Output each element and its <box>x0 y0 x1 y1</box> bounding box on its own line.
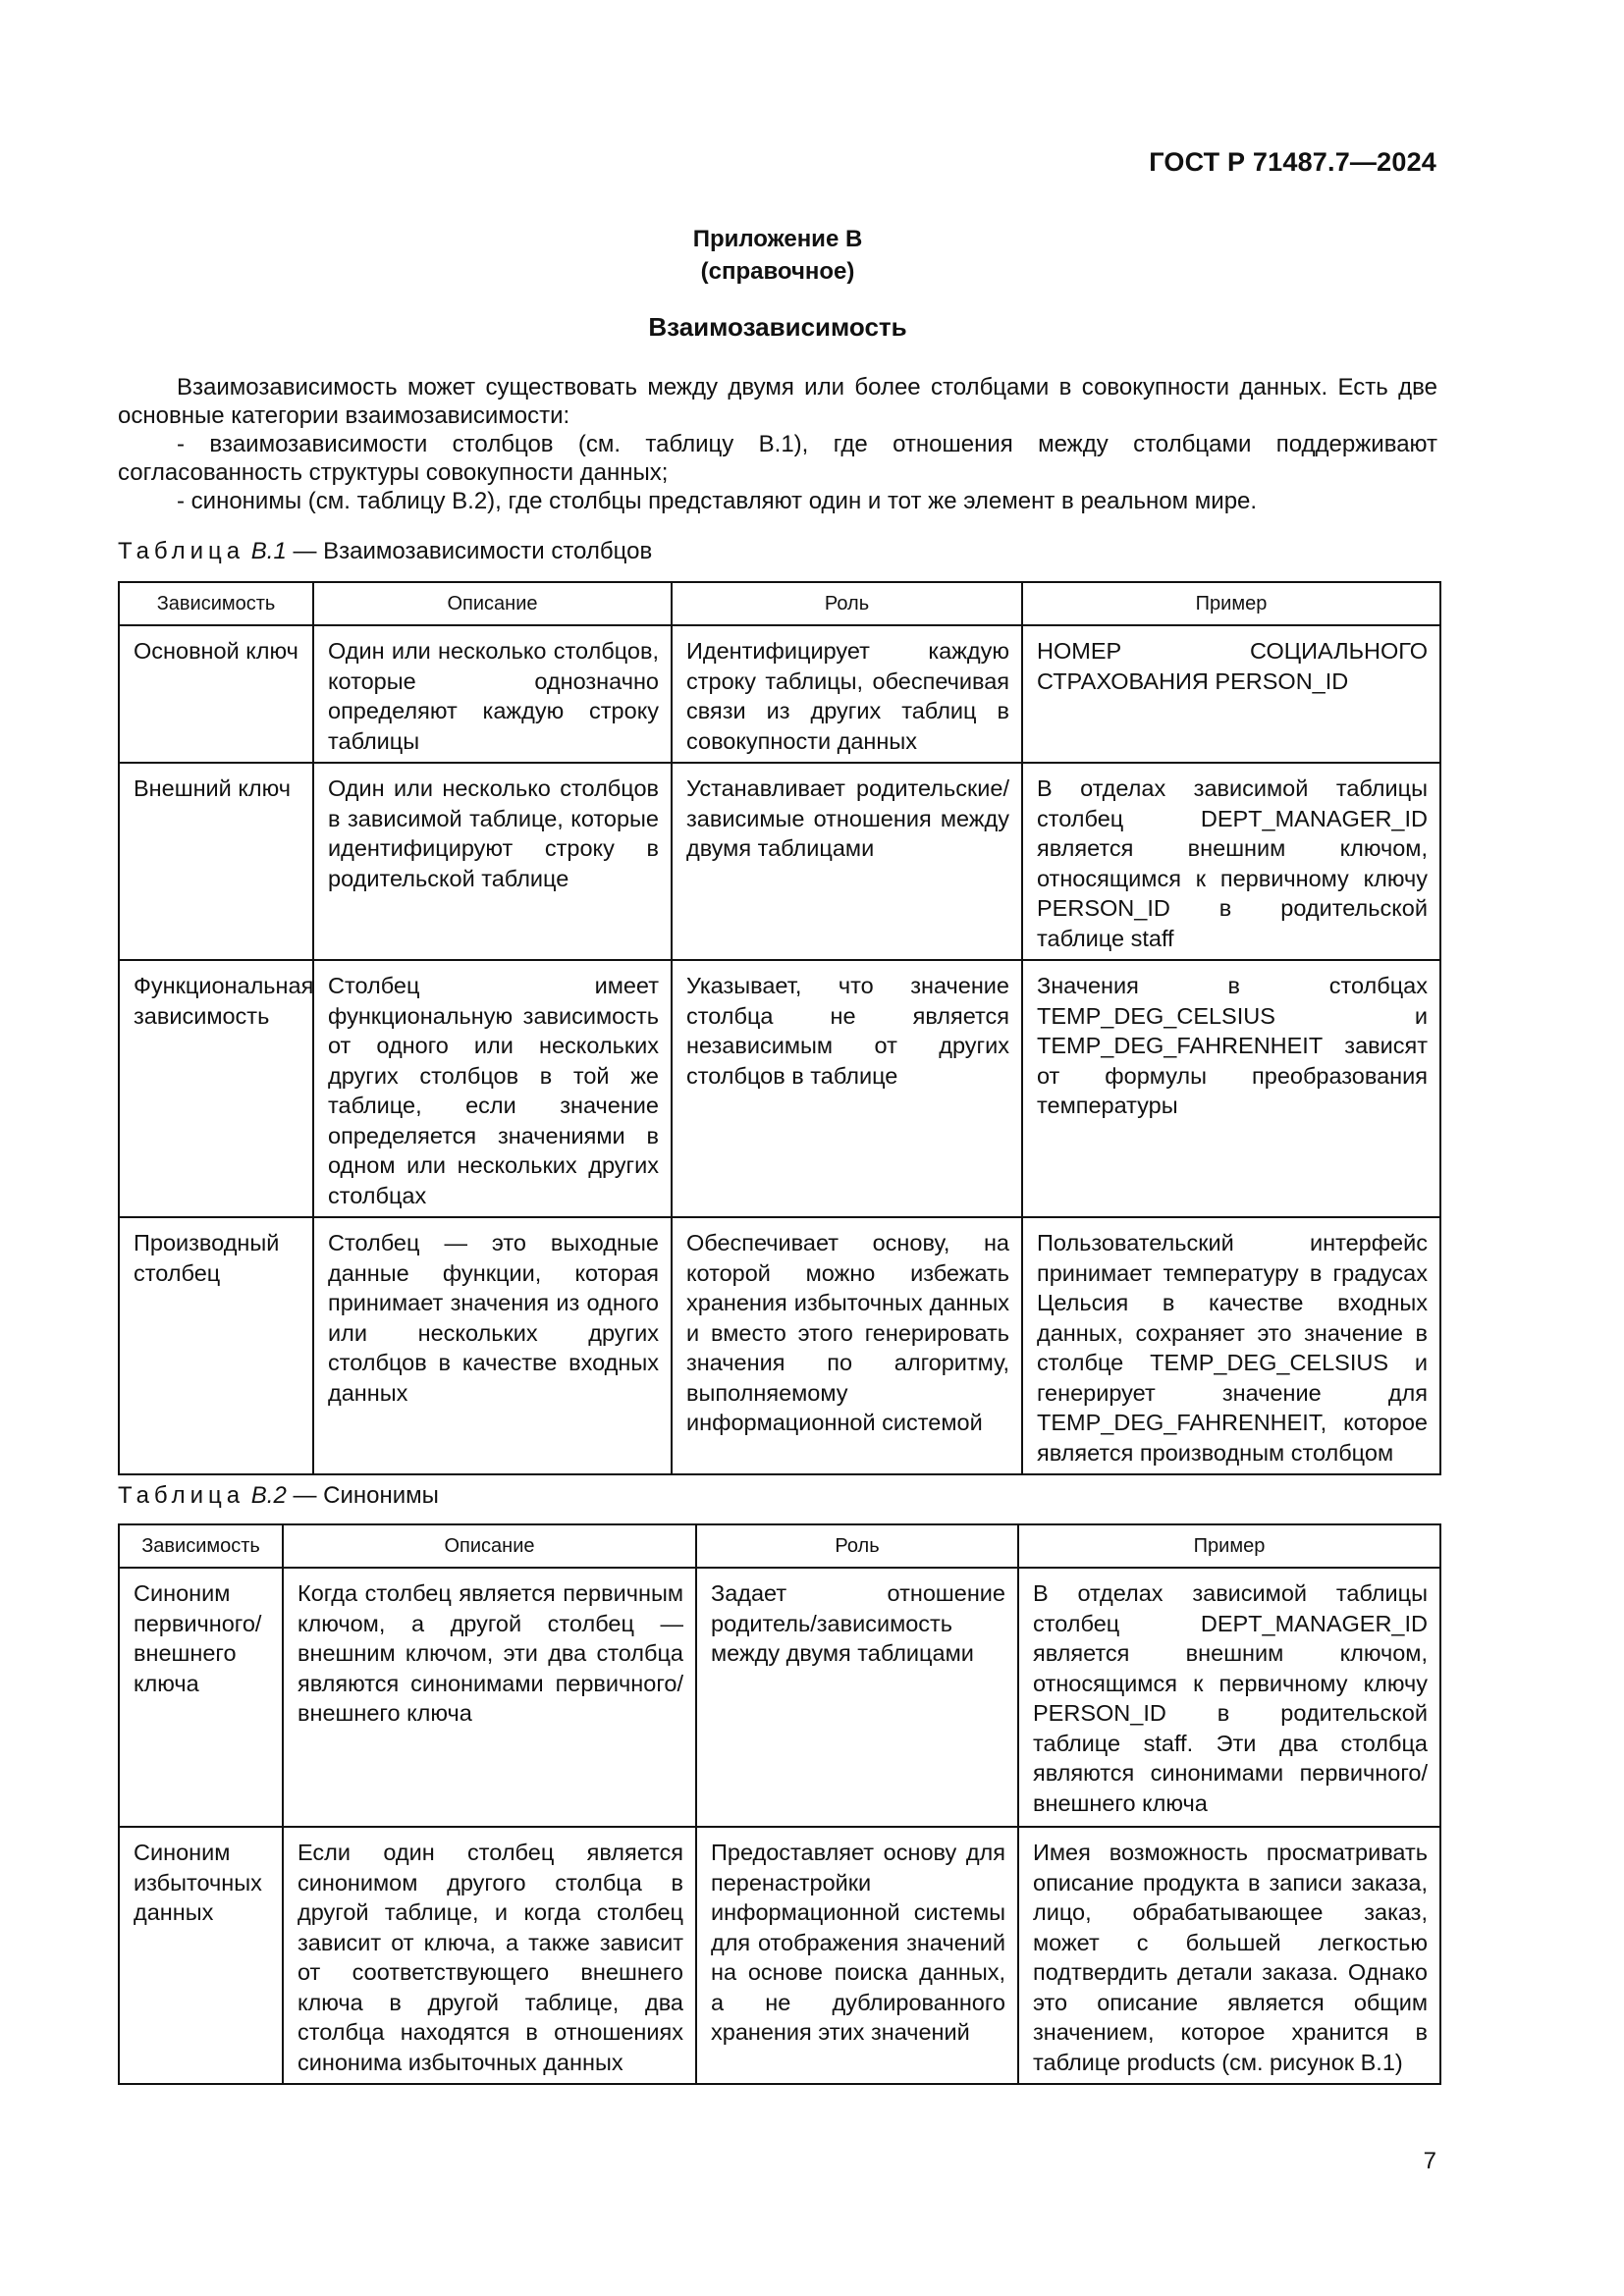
cell-description: Столбец имеет функциональную зависимость от одного или нескольких других столбцов в той же таблице, если значение определяется значениями в одном или нескольких других столбцах <box>313 960 672 1217</box>
cell-dependency: Синоним первичного/внешнего ключа <box>119 1568 283 1827</box>
cell-dependency: Производный столбец <box>119 1217 313 1474</box>
cell-description: Столбец — это выходные данные функции, которая принимает значения из одного или нескольких других столбцов в качестве входных данных <box>313 1217 672 1474</box>
header-dependency: Зависимость <box>119 1524 283 1568</box>
cell-dependency: Синоним избыточных данных <box>119 1827 283 2084</box>
page-number: 7 <box>1423 2148 1436 2174</box>
header-role: Роль <box>696 1524 1018 1568</box>
table-row <box>119 625 1440 763</box>
table-row <box>119 1217 1440 1474</box>
table-row <box>119 960 1440 1217</box>
intro-text <box>118 373 1437 515</box>
appendix-status: (справочное) <box>700 258 855 285</box>
header-description: Описание <box>283 1524 696 1568</box>
table-column-dependencies <box>118 581 1441 1475</box>
cell-example: Пользовательский интерфейс принимает температуру в градусах Цельсия в качестве входных данных, сохраняет это значение в столбце TEMP_DEG_CELSIUS и генерирует значение для TEMP_DEG_FAHRENHEIT, которое является производным столбцом <box>1022 1217 1440 1474</box>
cell-example: В отделах зависимой таблицы столбец DEPT_MANAGER_ID является внешним ключом, относящимся к первичному ключу PERSON_ID в родительской таблице staff. Эти два столбца являются синонимами первичного/внешнего ключа <box>1018 1568 1440 1827</box>
cell-role: Задает отношение родитель/зависимость между двумя таблицами <box>696 1568 1018 1827</box>
intro-bullet-1: - взаимозависимости столбцов (см. таблицу В.1), где отношения между столбцами поддерживают согласованность структуры совокупности данных; <box>118 431 1437 486</box>
header-dependency: Зависимость <box>119 582 313 625</box>
cell-dependency: Функциональная зависимость <box>119 960 313 1217</box>
table-row <box>119 763 1440 960</box>
cell-example: Имея возможность просматривать описание продукта в записи заказа, лицо, обрабатывающее заказ, может с большей легкостью подтвердить детали заказа. Однако это описание является общим значением, которое хранится в таблице products (см. рисунок В.1) <box>1018 1827 1440 2084</box>
table-header-row <box>119 1524 1440 1568</box>
header-description: Описание <box>313 582 672 625</box>
intro-paragraph: Взаимозависимость может существовать между двумя или более столбцами в совокупности данных. Есть две основные категории взаимозависимости: <box>118 374 1437 429</box>
table-synonyms <box>118 1523 1441 2085</box>
table2-caption-text: — Синонимы <box>286 1482 439 1509</box>
cell-role: Предоставляет основу для перенастройки информационной системы для отображения значений на основе поиска данных, а не дублированного хранения этих значений <box>696 1827 1018 2084</box>
cell-role: Устанавливает родительские/зависимые отношения между двумя таблицами <box>672 763 1022 960</box>
table1-caption-number: В.1 <box>250 538 287 564</box>
header-role: Роль <box>672 582 1022 625</box>
appendix-title: Взаимозависимость <box>648 312 907 342</box>
header-example: Пример <box>1022 582 1440 625</box>
table2-caption-word: Таблица <box>118 1482 245 1509</box>
header-example: Пример <box>1018 1524 1440 1568</box>
table-row <box>119 1568 1440 1827</box>
cell-role: Обеспечивает основу, на которой можно избежать хранения избыточных данных и вместо этого генерировать значения по алгоритму, выполняемому информационной системой <box>672 1217 1022 1474</box>
table-header-row <box>119 582 1440 625</box>
table2-caption-number: В.2 <box>250 1482 287 1509</box>
cell-role: Указывает, что значение столбца не является независимым от других столбцов в таблице <box>672 960 1022 1217</box>
cell-description: Если один столбец является синонимом другого столбца в другой таблице, и когда столбец зависит от ключа, а также зависит от соответствующего внешнего ключа в другой таблице, два столбца находятся в отношениях синонима избыточных данных <box>283 1827 696 2084</box>
table-row <box>119 1827 1440 2084</box>
document-code: ГОСТ Р 71487.7—2024 <box>1149 147 1436 177</box>
cell-example: НОМЕР СОЦИАЛЬНОГО СТРАХОВАНИЯ PERSON_ID <box>1022 625 1440 763</box>
intro-bullet-2: - синонимы (см. таблицу В.2), где столбцы представляют один и тот же элемент в реальном мире. <box>177 488 1258 514</box>
cell-dependency: Внешний ключ <box>119 763 313 960</box>
table2-caption <box>118 1482 439 1510</box>
cell-description: Когда столбец является первичным ключом, а другой столбец — внешним ключом, эти два столбца являются синонимами первичного/внешнего ключа <box>283 1568 696 1827</box>
cell-description: Один или несколько столбцов в зависимой таблице, которые идентифицируют строку в родительской таблице <box>313 763 672 960</box>
table1-caption <box>118 538 652 565</box>
cell-dependency: Основной ключ <box>119 625 313 763</box>
cell-example: В отделах зависимой таблицы столбец DEPT_MANAGER_ID является внешним ключом, относящимся к первичному ключу PERSON_ID в родительской таблице staff <box>1022 763 1440 960</box>
cell-example: Значения в столбцах TEMP_DEG_CELSIUS и TEMP_DEG_FAHRENHEIT зависят от формулы преобразования температуры <box>1022 960 1440 1217</box>
table1-caption-word: Таблица <box>118 538 245 564</box>
appendix-label: Приложение В <box>692 226 863 252</box>
cell-description: Один или несколько столбцов, которые однозначно определяют каждую строку таблицы <box>313 625 672 763</box>
cell-role: Идентифицирует каждую строку таблицы, обеспечивая связи из других таблиц в совокупности данных <box>672 625 1022 763</box>
table1-caption-text: — Взаимозависимости столбцов <box>286 538 653 564</box>
